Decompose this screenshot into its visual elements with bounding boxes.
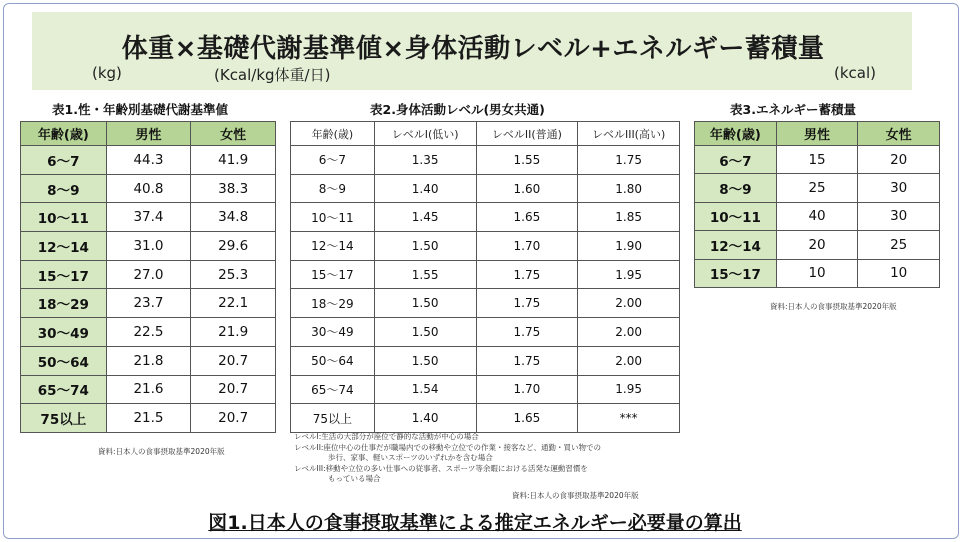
table-row [21, 232, 276, 261]
table1-header-row [21, 122, 276, 146]
value-cell: 1.45 [374, 203, 476, 232]
table-row [695, 231, 940, 259]
value-cell: 1.55 [476, 146, 578, 175]
value-cell: 1.54 [374, 375, 476, 404]
age-cell: 8〜9 [291, 174, 375, 203]
age-cell: 12〜14 [695, 231, 777, 259]
value-cell: 34.8 [191, 203, 276, 232]
table2-body [291, 146, 680, 433]
note-line: もっている場合 [328, 474, 381, 483]
table3-header-cell: 男性 [776, 122, 858, 146]
value-cell: 40.8 [106, 174, 191, 203]
value-cell: 1.65 [476, 203, 578, 232]
value-cell: 22.1 [191, 289, 276, 318]
table-row [695, 174, 940, 202]
value-cell: 15 [776, 146, 858, 174]
value-cell: 27.0 [106, 260, 191, 289]
value-cell: 1.95 [578, 260, 680, 289]
note-line: レベルI:生活の大部分が座位で静的な活動が中心の場合 [294, 432, 479, 441]
age-cell: 12〜14 [21, 232, 107, 261]
age-cell: 18〜29 [291, 289, 375, 318]
value-cell: 20.7 [191, 346, 276, 375]
value-cell: 10 [858, 259, 940, 287]
value-cell: 21.8 [106, 346, 191, 375]
table-row [21, 375, 276, 404]
value-cell: 20.7 [191, 404, 276, 433]
value-cell: *** [578, 404, 680, 433]
age-cell: 10〜11 [291, 203, 375, 232]
age-cell: 50〜64 [21, 346, 107, 375]
age-cell: 15〜17 [291, 260, 375, 289]
value-cell: 1.75 [476, 346, 578, 375]
age-cell: 10〜11 [21, 203, 107, 232]
value-cell: 1.95 [578, 375, 680, 404]
value-cell: 25 [858, 231, 940, 259]
value-cell: 30 [858, 202, 940, 230]
age-cell: 15〜17 [21, 260, 107, 289]
table-row [291, 346, 680, 375]
table-row [291, 146, 680, 175]
value-cell: 10 [776, 259, 858, 287]
table3-header-row [695, 122, 940, 146]
table1-header-cell: 女性 [191, 122, 276, 146]
value-cell: 40 [776, 202, 858, 230]
value-cell: 31.0 [106, 232, 191, 261]
value-cell: 29.6 [191, 232, 276, 261]
table2-header-cell: レベルI(低い) [374, 122, 476, 146]
age-cell: 8〜9 [695, 174, 777, 202]
table2-header-cell: レベルIII(高い) [578, 122, 680, 146]
value-cell: 1.40 [374, 174, 476, 203]
value-cell: 2.00 [578, 318, 680, 347]
age-cell: 6〜7 [695, 146, 777, 174]
table-row [21, 346, 276, 375]
value-cell: 1.90 [578, 232, 680, 261]
unit-bmr: (Kcal/kg体重/日) [214, 66, 331, 84]
value-cell: 1.75 [476, 260, 578, 289]
table3-header-cell: 年齢(歳) [695, 122, 777, 146]
table3-source: 資料:日本人の食事摂取基準2020年版 [770, 302, 897, 311]
table2-header-row [291, 122, 680, 146]
table2-header-cell: 年齢(歳) [291, 122, 375, 146]
table3-caption: 表3.エネルギー蓄積量 [730, 102, 856, 117]
value-cell: 23.7 [106, 289, 191, 318]
value-cell: 20.7 [191, 375, 276, 404]
age-cell: 50〜64 [291, 346, 375, 375]
value-cell: 37.4 [106, 203, 191, 232]
table-row [291, 232, 680, 261]
age-cell: 75以上 [21, 404, 107, 433]
value-cell: 21.5 [106, 404, 191, 433]
value-cell: 25.3 [191, 260, 276, 289]
table-row [291, 203, 680, 232]
note-line: レベルII:座位中心の仕事だが職場内での移動や立位での作業・接客など、通勤・買い物での [294, 442, 601, 452]
note-line: レベルIII:移動や立位の多い仕事への従事者、スポーツ等余暇における活発な運動習慣を [294, 463, 588, 473]
age-cell: 6〜7 [291, 146, 375, 175]
table1-source: 資料:日本人の食事摂取基準2020年版 [98, 447, 225, 456]
value-cell: 1.60 [476, 174, 578, 203]
table2-header-cell: レベルII(普通) [476, 122, 578, 146]
table-row [21, 146, 276, 175]
table-row [21, 318, 276, 347]
value-cell: 44.3 [106, 146, 191, 175]
value-cell: 1.75 [476, 318, 578, 347]
value-cell: 20 [776, 231, 858, 259]
age-cell: 10〜11 [695, 202, 777, 230]
age-cell: 18〜29 [21, 289, 107, 318]
table3-body [695, 146, 940, 288]
age-cell: 65〜74 [21, 375, 107, 404]
table-row [695, 146, 940, 174]
table-row [21, 260, 276, 289]
table1-body [21, 146, 276, 433]
value-cell: 1.50 [374, 232, 476, 261]
value-cell: 1.50 [374, 346, 476, 375]
value-cell: 1.40 [374, 404, 476, 433]
table1-caption: 表1.性・年齢別基礎代謝基準値 [52, 102, 228, 117]
value-cell: 1.35 [374, 146, 476, 175]
table1-bmr [20, 121, 276, 433]
value-cell: 1.85 [578, 203, 680, 232]
note-line: 歩行、家事、軽いスポーツのいずれかを含む場合 [328, 453, 493, 462]
value-cell: 41.9 [191, 146, 276, 175]
value-cell: 21.6 [106, 375, 191, 404]
table3-energy-storage [694, 121, 940, 288]
table3-header-cell: 女性 [858, 122, 940, 146]
value-cell: 20 [858, 146, 940, 174]
table2-activity-level [290, 121, 680, 433]
age-cell: 8〜9 [21, 174, 107, 203]
value-cell: 22.5 [106, 318, 191, 347]
table-row [291, 174, 680, 203]
figure-title: 図1.日本人の食事摂取基準による推定エネルギー必要量の算出 [208, 512, 742, 534]
unit-weight: (kg) [92, 64, 122, 82]
table1-header-cell: 男性 [106, 122, 191, 146]
table-row [291, 260, 680, 289]
age-cell: 30〜49 [21, 318, 107, 347]
age-cell: 65〜74 [291, 375, 375, 404]
age-cell: 15〜17 [695, 259, 777, 287]
table-row [291, 289, 680, 318]
value-cell: 2.00 [578, 289, 680, 318]
age-cell: 30〜49 [291, 318, 375, 347]
table1-header-cell: 年齢(歳) [21, 122, 107, 146]
table-row [21, 174, 276, 203]
value-cell: 1.75 [578, 146, 680, 175]
formula-title: 体重×基礎代謝基準値×身体活動レベル+エネルギー蓄積量 [121, 34, 825, 64]
table-row [21, 289, 276, 318]
age-cell: 6〜7 [21, 146, 107, 175]
value-cell: 25 [776, 174, 858, 202]
value-cell: 38.3 [191, 174, 276, 203]
value-cell: 2.00 [578, 346, 680, 375]
table-row [21, 404, 276, 433]
table-row [21, 203, 276, 232]
value-cell: 21.9 [191, 318, 276, 347]
value-cell: 1.65 [476, 404, 578, 433]
value-cell: 1.70 [476, 232, 578, 261]
table-row [291, 318, 680, 347]
value-cell: 1.80 [578, 174, 680, 203]
value-cell: 30 [858, 174, 940, 202]
table2-source: 資料:日本人の食事摂取基準2020年版 [512, 491, 639, 500]
value-cell: 1.50 [374, 318, 476, 347]
value-cell: 1.55 [374, 260, 476, 289]
table-row [291, 404, 680, 433]
value-cell: 1.50 [374, 289, 476, 318]
value-cell: 1.75 [476, 289, 578, 318]
table2-notes [294, 432, 601, 485]
unit-energy: (kcal) [834, 64, 876, 82]
table-row [695, 202, 940, 230]
age-cell: 75以上 [291, 404, 375, 433]
value-cell: 1.70 [476, 375, 578, 404]
age-cell: 12〜14 [291, 232, 375, 261]
table2-caption: 表2.身体活動レベル(男女共通) [370, 102, 545, 117]
table-row [291, 375, 680, 404]
table-row [695, 259, 940, 287]
